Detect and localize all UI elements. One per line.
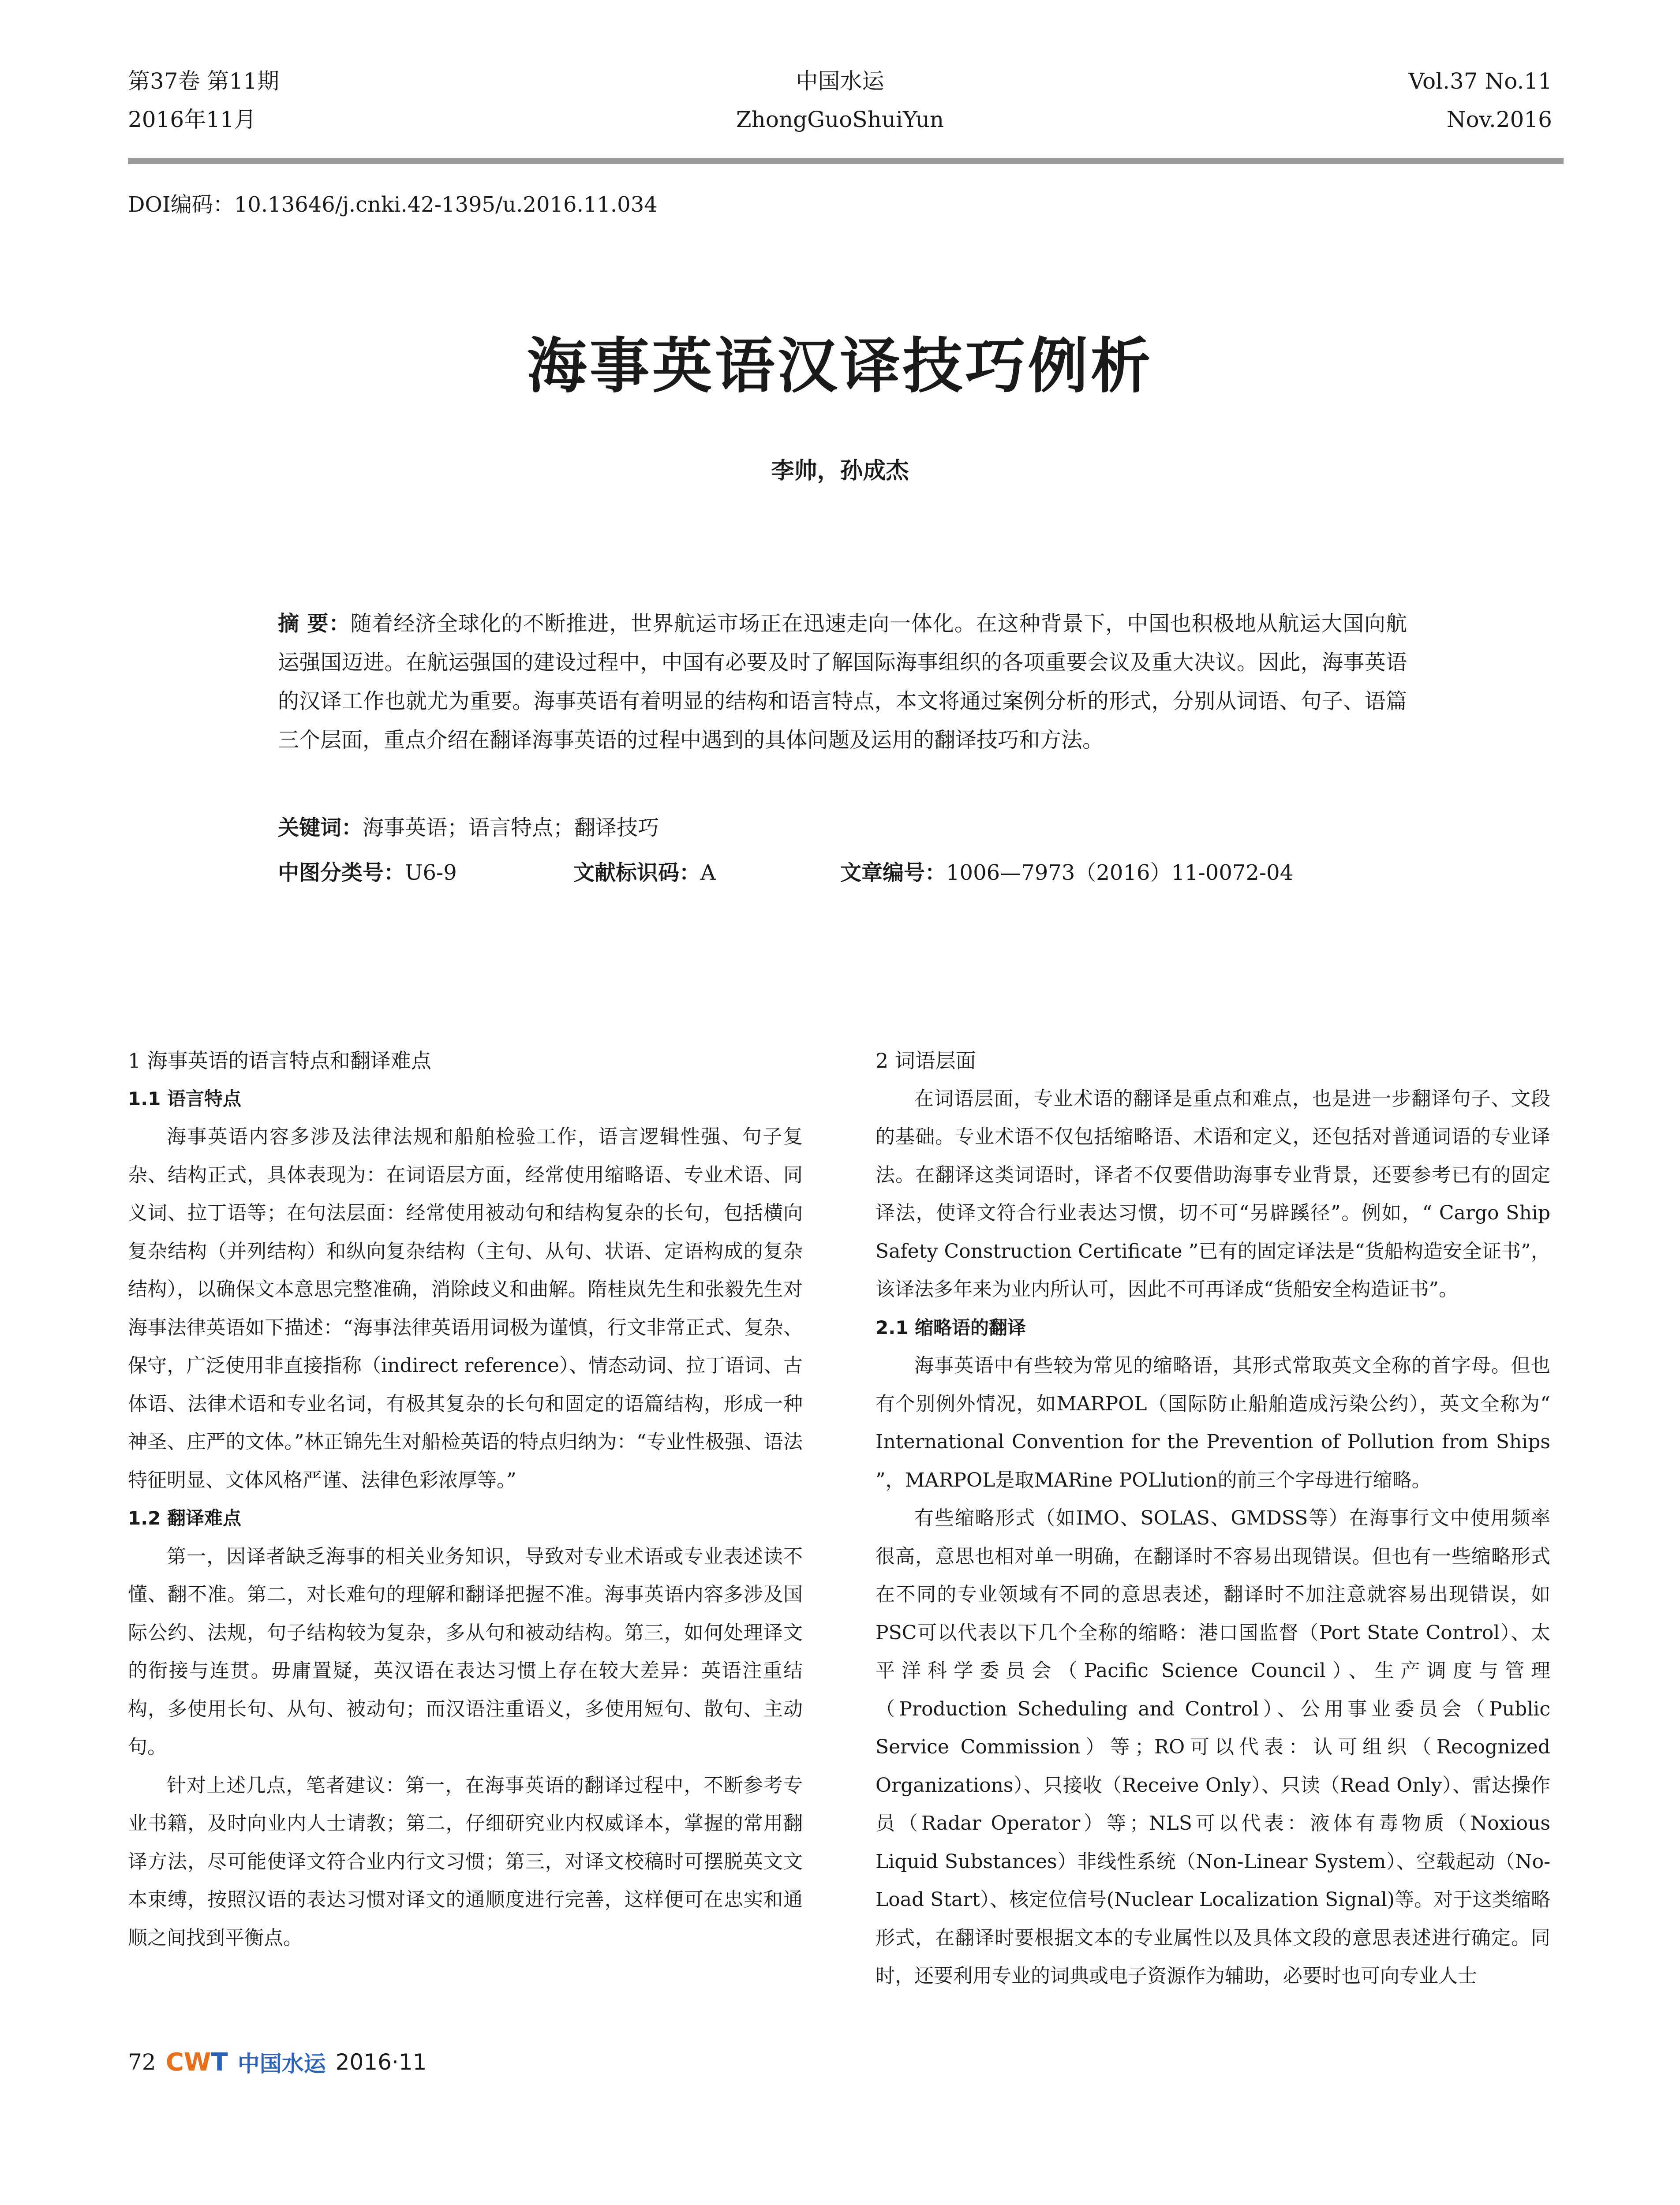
section-heading: 2 词语层面 [876, 1049, 976, 1073]
document-code-label: 文献标识码： [573, 860, 701, 885]
clc-value: U6-9 [405, 860, 457, 885]
clc-number [278, 856, 457, 886]
subsection-heading: 1.2 翻译难点 [128, 1507, 242, 1529]
abstract [278, 604, 1407, 759]
cwt-logo [166, 2048, 228, 2077]
paragraph: 在词语层面，专业术语的翻译是重点和难点，也是进一步翻译句子、文段的基础。专业术语不仅包括缩略语、术语和定义，还包括对普通词语的专业译法。在翻译这类词语时，译者不仅要借助海事专业背景，还要参考已有的固定译法，使译文符合行业表达习惯，切不可“另辟蹊径”。例如，“ Cargo Ship Safety Construction Certificate ”已有的固定译法是“货船构造安全证书”，该译法多年来为业内所认可，因此不可再译成“货船安全构造证书”。 [876, 1087, 1550, 1301]
journal-name-pinyin: ZhongGuoShuiYun [736, 107, 944, 132]
paragraph: 第一，因译者缺乏海事的相关业务知识，导致对专业术语或专业表述读不懂、翻不准。第二，对长难句的理解和翻译把握不准。海事英语内容多涉及国际公约、法规，句子结构较为复杂，多从句和被动结构。第三，如何处理译文的衔接与连贯。毋庸置疑，英汉语在表达习惯上存在较大差异：英语注重结构，多使用长句、从句、被动句；而汉语注重语义，多使用短句、散句、主动句。 [128, 1545, 803, 1758]
journal-date: 2016年11月 [128, 107, 256, 132]
doi: DOI编码：10.13646/j.cnki.42-1395/u.2016.11.034 [128, 192, 658, 217]
left-column [128, 1042, 803, 1957]
subsection-heading: 1.1 语言特点 [128, 1088, 242, 1110]
clc-label: 中图分类号： [278, 860, 405, 885]
header-rule [128, 158, 1564, 164]
page-number: 72 [128, 2049, 156, 2075]
journal-volume-issue: 第37卷 第11期 [128, 68, 280, 94]
footer-date: 2016·11 [335, 2049, 427, 2075]
authors: 李帅，孙成杰 [771, 458, 909, 484]
paragraph: 海事英语中有些较为常见的缩略语，其形式常取英文全称的首字母。但也有个别例外情况，如MARPOL（国际防止船舶造成污染公约），英文全称为“ International Convention for the Prevention of Pollution from Ships ”，MARPOL是取MARine POLlution的前三个字母进行缩略。 [876, 1354, 1550, 1491]
journal-date-en: Nov.2016 [1446, 107, 1552, 132]
paragraph: 海事英语内容多涉及法律法规和船舶检验工作，语言逻辑性强、句子复杂、结构正式，具体表现为：在词语层方面，经常使用缩略语、专业术语、同义词、拉丁语等；在句法层面：经常使用被动句和结构复杂的长句，包括横向复杂结构（并列结构）和纵向复杂结构（主句、从句、状语、定语构成的复杂结构），以确保文本意思完整准确，消除歧义和曲解。隋桂岚先生和张毅先生对海事法律英语如下描述：“海事法律英语用词极为谨慎，行文非常正式、复杂、保守，广泛使用非直接指称（indirect reference）、情态动词、拉丁语词、古体语、法律术语和专业名词，有极其复杂的长句和固定的语篇结构，形成一种神圣、庄严的文体。”林正锦先生对船检英语的特点归纳为：“专业性极强、语法特征明显、文体风格严谨、法律色彩浓厚等。” [128, 1125, 803, 1491]
footer-journal-name: 中国水运 [237, 2051, 326, 2077]
article-number-value: 1006—7973（2016）11-0072-04 [946, 860, 1294, 885]
section-heading: 1 海事英语的语言特点和翻译难点 [128, 1049, 431, 1073]
journal-volume-en: Vol.37 No.11 [1408, 68, 1552, 94]
cwt-logo-t: T [211, 2048, 228, 2077]
document-code-value: A [700, 860, 716, 885]
subsection-heading: 2.1 缩略语的翻译 [876, 1316, 1026, 1338]
article-number [840, 856, 1293, 886]
abstract-label: 摘 要： [278, 611, 351, 636]
keywords-text: 海事英语；语言特点；翻译技巧 [363, 815, 659, 840]
right-column [876, 1042, 1550, 1996]
keywords [278, 811, 659, 841]
document-code [573, 856, 716, 886]
paragraph: 有些缩略形式（如IMO、SOLAS、GMDSS等）在海事行文中使用频率很高，意思也相对单一明确，在翻译时不容易出现错误。但也有一些缩略形式在不同的专业领域有不同的意思表述，翻译时不加注意就容易出现错误，如PSC可以代表以下几个全称的缩略：港口国监督（Port State Control）、太平洋科学委员会（Pacific Science Council）、生产调度与管理（Production Scheduling and Control）、公用事业委员会（Public Service Commission）等；RO可以代表：认可组织（Recognized Organizations）、只接收（Receive Only）、只读（Read Only）、雷达操作员（Radar Operator）等；NLS可以代表：液体有毒物质（Noxious Liquid Substances）非线性系统（Non-Linear System）、空载起动（No-Load Start）、核定位信号(Nuclear Localization Signal)等。对于这类缩略形式，在翻译时要根据文本的专业属性以及具体文段的意思表述进行确定。同时，还要利用专业的词典或电子资源作为辅助，必要时也可向专业人士 [876, 1507, 1550, 1987]
cwt-logo-cw: CW [165, 2048, 211, 2077]
abstract-text: 随着经济全球化的不断推进，世界航运市场正在迅速走向一体化。在这种背景下，中国也积极地从航运大国向航运强国迈进。在航运强国的建设过程中，中国有必要及时了解国际海事组织的各项重要会议及重大决议。因此，海事英语的汉译工作也就尤为重要。海事英语有着明显的结构和语言特点，本文将通过案例分析的形式，分别从词语、句子、语篇三个层面，重点介绍在翻译海事英语的过程中遇到的具体问题及运用的翻译技巧和方法。 [278, 611, 1407, 752]
paper-title: 海事英语汉译技巧例析 [527, 331, 1153, 401]
keywords-label: 关键词： [278, 815, 363, 840]
journal-name: 中国水运 [796, 68, 884, 94]
article-number-label: 文章编号： [840, 860, 947, 885]
paragraph: 针对上述几点，笔者建议：第一，在海事英语的翻译过程中，不断参考专业书籍，及时向业内人士请教；第二，仔细研究业内权威译本，掌握的常用翻译方法，尽可能使译文符合业内行文习惯；第三，对译文校稿时可摆脱英文文本束缚，按照汉语的表达习惯对译文的通顺度进行完善，这样便可在忠实和通顺之间找到平衡点。 [128, 1774, 803, 1949]
page-footer [128, 2046, 427, 2078]
